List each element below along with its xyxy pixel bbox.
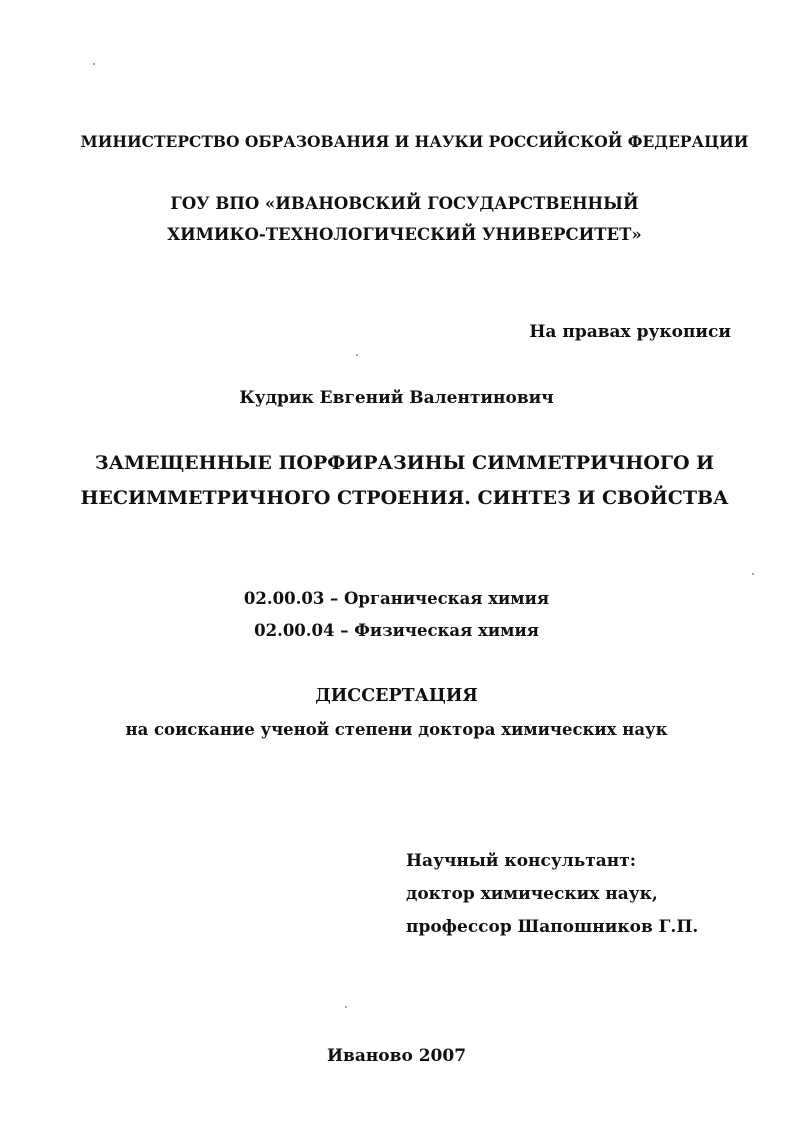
dissertation-title-line2: НЕСИММЕТРИЧНОГО СТРОЕНИЯ. СИНТЕЗ И СВОЙСТВА [80, 487, 729, 509]
scan-speck [93, 63, 95, 65]
ministry-heading: МИНИСТЕРСТВО ОБРАЗОВАНИЯ И НАУКИ РОССИЙСКОЙ ФЕДЕРАЦИИ [80, 132, 749, 151]
city-year: Иваново 2007 [326, 1046, 467, 1066]
dissertation-label: ДИССЕРТАЦИЯ [315, 686, 478, 706]
scan-speck [345, 1006, 347, 1008]
advisor-degree: доктор химических наук, [406, 884, 658, 904]
university-name-line2: ХИМИКО-ТЕХНОЛОГИЧЕСКИЙ УНИВЕРСИТЕТ» [167, 225, 642, 244]
manuscript-rights-note: На правах рукописи [529, 322, 731, 342]
scan-speck [356, 354, 358, 356]
author-name: Кудрик Евгений Валентинович [239, 388, 554, 408]
university-name-line1: ГОУ ВПО «ИВАНОВСКИЙ ГОСУДАРСТВЕННЫЙ [170, 194, 639, 213]
advisor-name: профессор Шапошников Г.П. [406, 917, 699, 937]
specialty-code-2: 02.00.04 – Физическая химия [254, 621, 539, 640]
scan-speck [752, 573, 754, 575]
degree-statement: на соискание ученой степени доктора химических наук [125, 720, 668, 739]
dissertation-title-line1: ЗАМЕЩЕННЫЕ ПОРФИРАЗИНЫ СИММЕТРИЧНОГО И [94, 452, 715, 474]
advisor-role: Научный консультант: [406, 851, 637, 871]
specialty-code-1: 02.00.03 – Органическая химия [243, 589, 550, 608]
